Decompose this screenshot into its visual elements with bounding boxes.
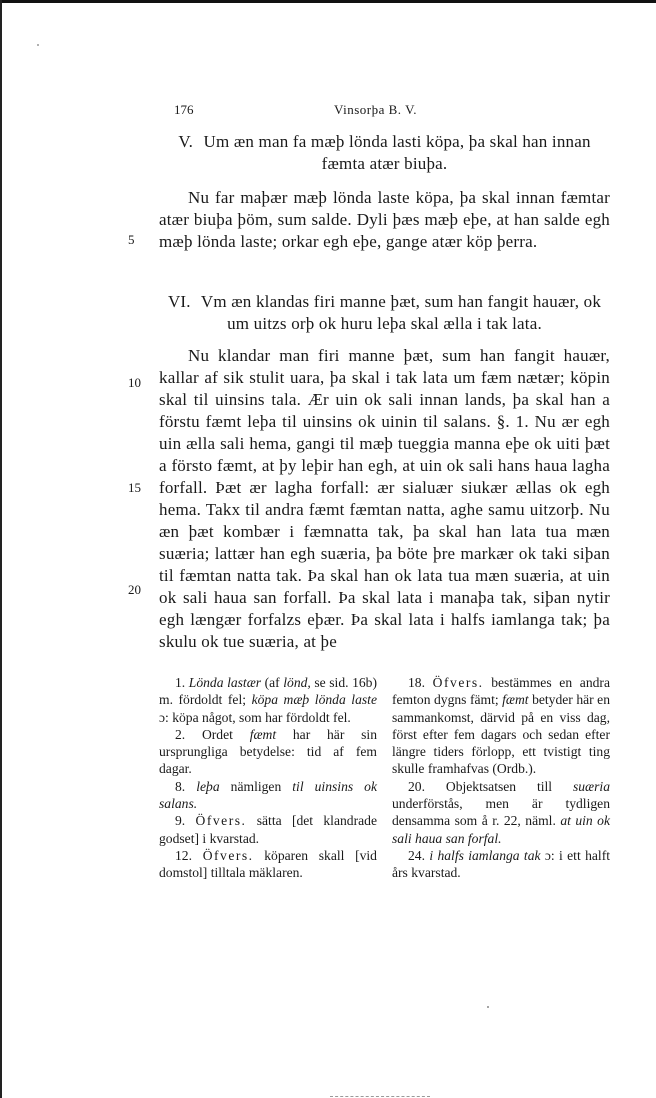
footnote: 20. Objektsatsen till suæria underförstås, men är tydligen densamma som å r. 22, näml. at uin ok sali haua san forfal. xyxy=(392,778,610,846)
section-v-number: V. xyxy=(178,132,194,151)
line-number: 10 xyxy=(128,375,141,390)
section-v-body: Nu far maþær mæþ lönda laste köpa, þa skal innan fæmtar atær biuþa þöm, sum salde. Dyli þæs mæþ eþe, at han salde egh mæþ lönda laste; orkar egh eþe, gange atær köp þerra. xyxy=(159,188,610,251)
line-number: 5 xyxy=(128,232,135,247)
footnote: 9. Öfvers. sätta [det klandrade godset] i kvarstad. xyxy=(159,813,377,846)
footnote: 12. Öfvers. köparen skall [vid domstol] tilltala mäklaren. xyxy=(159,847,377,881)
footnotes-right-column xyxy=(392,674,610,882)
section-vi-title: Vm æn klandas firi manne þæt, sum han fangit hauær, ok um uitzs orþ ok huru leþa skal ælla i tak lata. xyxy=(200,292,602,333)
section-vi-number: VI. xyxy=(167,292,191,311)
footnote: 8. leþa nämligen til uinsins ok salans. xyxy=(159,778,378,812)
scan-left-border xyxy=(0,0,2,1098)
line-number: 15 xyxy=(128,480,141,495)
footnote: 24. i halfs iamlanga tak ɔ: i ett halft års kvarstad. xyxy=(392,847,610,881)
footnote: 1. Lönda lastær (af lönd, se sid. 16b) m. fördoldt fel; köpa mæþ lönda laste ɔ: köpa något, som har fördoldt fel. xyxy=(159,675,377,725)
section-vi-body: Nu klandar man firi manne þæt, sum han fangit hauær, kallar af sik stulit uara, þa skal i tak lata um fæm nætær; köpin skal til uinsins tala. Ær uin ok sali innan lands, þa skal han a förstu fæmt leþa til uinsins ok uinin til salans. §. 1. Nu ær egh uin ælla sali hema, gangi til mæþ tueggia manna eþe ok uiti þæt a försto fæmt, at þy leþir han egh, at uin ok sali hans haua lagha forfall. Þæt ær lagha forfall: ær sialuær siukær ællas ok egh hema. Takx til andra fæmt fæmtan natta, aghe samu uitzorþ. Nu æn þæt kombær i fæmnatta tak, þa skal han lata tua mæn suæria; lattær han egh suæria, þa böte þre markær ok taki siþan til fæmtan natta tak. Þa skal han ok lata tua mæn suæria, at uin ok sali haua san forfall. Þa skal lata i manaþa tak, siþan nytir egh længær forfalzs eþær. Þa skal lata i halfs iamlanga tak; þa skulu ok tue suæria, at þe xyxy=(159,346,610,651)
section-v-heading xyxy=(159,131,610,175)
main-text xyxy=(159,131,610,653)
scan-speck xyxy=(37,44,39,46)
section-vi-heading xyxy=(159,291,610,335)
line-number: 20 xyxy=(128,582,141,597)
scan-dot xyxy=(487,1006,489,1008)
footnotes xyxy=(159,674,610,882)
footnote: 18. Öfvers. bestämmes en andra femton dygns fämt; fæmt betyder här en sammankomst, därvid på en viss dag, först efter fem dagars och sedan efter längre tiders förlopp, ett tvistigt ting skulle framhafvas (Ordb.). xyxy=(392,675,610,777)
running-title: Vinsorþa B. V. xyxy=(334,102,418,117)
footnotes-left-column xyxy=(159,674,377,882)
scan-top-border xyxy=(0,0,656,3)
page-number: 176 xyxy=(174,102,194,117)
section-v-title: Um æn man fa mæþ lönda lasti köpa, þa skal han innan fæmta atær biuþa. xyxy=(203,132,591,173)
footnote: 2. Ordet fæmt har här sin ursprungliga betydelse: tid af fem dagar. xyxy=(159,726,377,777)
